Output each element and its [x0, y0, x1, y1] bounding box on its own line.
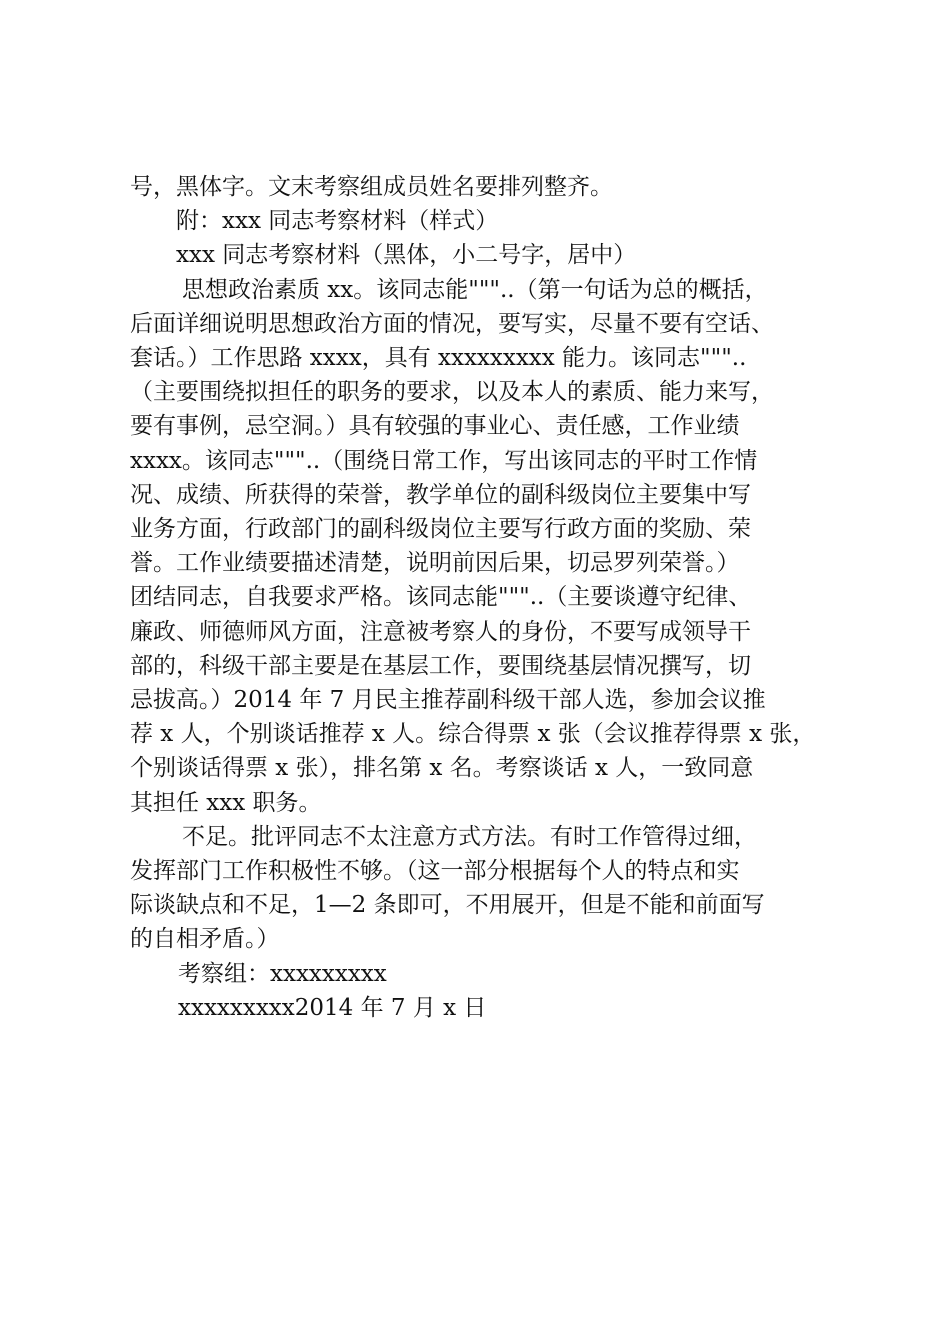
text-line: 部的，科级干部主要是在基层工作，要围绕基层情况撰写，切 — [130, 652, 751, 679]
signature-date-line: xxxxxxxxx2014 年 7 月 x 日 — [178, 994, 487, 1021]
text-line: 不足。批评同志不太注意方式方法。有时工作管得过细， — [182, 823, 757, 850]
text-line: 誉。工作业绩要描述清楚，说明前因后果，切忌罗列荣誉。） — [130, 550, 740, 577]
text-line: 个别谈话得票 x 张），排名第 x 名。考察谈话 x 人，一致同意 — [130, 755, 754, 782]
text-line: 后面详细说明思想政治方面的情况，要写实，尽量不要有空话、 — [130, 310, 774, 337]
inspection-team-line: 考察组：xxxxxxxxx — [178, 960, 387, 987]
document-body — [130, 170, 860, 1025]
text-line: 套话。）工作思路 xxxx，具有 xxxxxxxxx 能力。该同志""".. — [130, 345, 747, 372]
text-line: xxxx。该同志"""..（围绕日常工作，写出该同志的平时工作情 — [130, 447, 758, 474]
sample-title-line: xxx 同志考察材料（黑体，小二号字，居中） — [176, 242, 637, 269]
text-line: 荐 x 人，个别谈话推荐 x 人。综合得票 x 张（会议推荐得票 x 张， — [130, 721, 816, 748]
text-line: 际谈缺点和不足，1—2 条即可，不用展开，但是不能和前面写 — [130, 892, 765, 919]
text-line: 的自相矛盾。） — [130, 926, 280, 953]
text-line: 忌拔高。）2014 年 7 月民主推荐副科级干部人选，参加会议推 — [130, 687, 766, 714]
text-line: 要有事例，忌空洞。）具有较强的事业心、责任感，工作业绩 — [130, 413, 740, 440]
text-line: 其担任 xxx 职务。 — [130, 789, 322, 816]
text-line: 业务方面，行政部门的副科级岗位主要写行政方面的奖励、荣 — [130, 516, 751, 543]
text-line: 团结同志，自我要求严格。该同志能"""..（主要谈遵守纪律、 — [130, 584, 752, 611]
text-line: 廉政、师德师风方面，注意被考察人的身份，不要写成领导干 — [130, 618, 751, 645]
text-line: （主要围绕拟担任的职务的要求，以及本人的素质、能力来写， — [130, 379, 774, 406]
text-line: 思想政治素质 xx。该同志能"""..（第一句话为总的概括， — [182, 276, 768, 303]
text-line: 发挥部门工作积极性不够。（这一部分根据每个人的特点和实 — [130, 858, 740, 885]
text-line: 号，黑体字。文末考察组成员姓名要排列整齐。 — [130, 174, 613, 200]
text-line: 况、成绩、所获得的荣誉，教学单位的副科级岗位主要集中写 — [130, 481, 751, 508]
attachment-line: 附：xxx 同志考察材料（样式） — [176, 208, 499, 235]
